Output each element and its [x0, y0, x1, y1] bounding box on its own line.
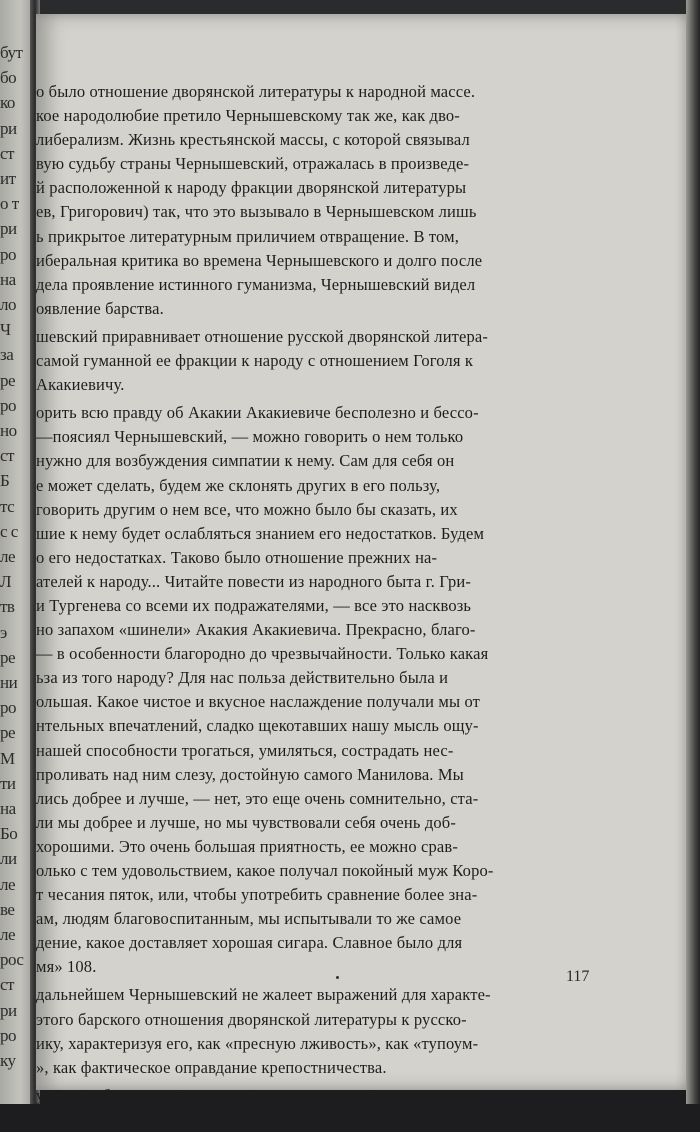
text-line: й расположенной к народу фракции дворянской литературы [36, 178, 467, 198]
text-line: ского к дворянской литературе, была неспособность ее вопло- [36, 1109, 483, 1129]
text-line: кое народолюбие претило Чернышевскому так же, как дво- [36, 106, 460, 126]
facing-page-text-fragment: ст [0, 143, 14, 163]
facing-page-text-fragment: М [0, 748, 15, 768]
facing-page-text-fragment: ро [0, 1025, 16, 1045]
facing-page-text-fragment: ит [0, 169, 16, 188]
facing-page-text-fragment: Л [0, 572, 12, 592]
text-line: дение, какое доставляет хорошая сигара. Славное было для [36, 933, 463, 953]
text-line: мя» 108. [36, 957, 97, 977]
text-line: —поясиял Чернышевский, — можно говорить о нем только [36, 427, 464, 447]
facing-page-text-fragment: на [0, 269, 16, 289]
facing-page-text-fragment: ро [0, 395, 16, 415]
text-line: нашей способности трогаться, умиляться, сострадать нес- [36, 740, 454, 760]
text-line: ольшая. Какое чистое и вкусное наслаждение получали мы от [36, 692, 481, 712]
page-number: 117 [566, 968, 590, 985]
text-line: ли мы добрее и лучше, но мы чувствовали себя очень доб- [36, 812, 456, 832]
facing-page-text-fragment: ти [0, 773, 16, 793]
facing-page-text-fragment: тв [0, 597, 15, 617]
facing-page-text-fragment: ри [0, 219, 17, 239]
facing-page-text-fragment: ро [0, 244, 16, 264]
facing-page-text-fragment: ку [0, 1051, 16, 1070]
text-line: шевский приравнивает отношение русской дворянской литера- [36, 326, 489, 346]
text-line: ев, Григорович) так, что это вызывало в Чернышевском лишь [36, 202, 477, 222]
text-line: проливать над ним слезу, достойную самого Манилова. Мы [36, 764, 464, 784]
stray-print-mark [336, 976, 339, 979]
text-line: — в особенности благородно до чрезвычайности. Только какая [36, 644, 489, 664]
facing-page-fragment [0, 0, 34, 1104]
facing-page-text-fragment: на [0, 799, 16, 818]
text-line: этого барского отношения дворянской литературы к русско- [36, 1009, 467, 1029]
text-line: олько с тем удовольствием, какое получал покойный муж Коро- [36, 861, 494, 880]
text-line: и Тургенева со всеми их подражателями, — все это насквозь [36, 595, 472, 615]
page-117 [36, 14, 686, 1129]
text-line: шие к нему будет ослабляться знанием его недостатков. Будем [36, 523, 485, 543]
text-line: ателей к народу... Читайте повести из народного быта г. Гри- [36, 571, 471, 591]
facing-page-text-fragment: ле [0, 925, 16, 944]
text-line: нтельных впечатлений, сладко щекотавших нашу мысль ощу- [36, 716, 479, 736]
text-line: », как фактическое оправдание крепостничества. [36, 1057, 387, 1077]
facing-page-text-fragment: но [0, 421, 17, 440]
facing-page-text-fragment: ри [0, 118, 17, 138]
facing-page-text-fragment: с с [0, 521, 18, 541]
facing-page-text-fragment: ре [0, 370, 16, 390]
text-line: говорить другим о нем все, что можно было бы сказать, их [36, 499, 458, 519]
facing-page-text-fragment: ле [0, 874, 16, 894]
text-line: е может сделать, будем же склонять других в его пользу, [36, 475, 441, 495]
facing-page-text-fragment: ри [0, 1000, 17, 1020]
text-line: иберальная критика во времена Чернышевского и долго после [36, 250, 483, 270]
facing-page-text-fragment: э [0, 622, 7, 642]
text-line: нужно для возбуждения симпатии к нему. Сам для себя он [36, 451, 455, 471]
facing-page-text-fragment: ни [0, 673, 18, 692]
text-line: дела проявление истинного гуманизма, Чернышевский видел [36, 274, 476, 294]
text-line: орить всю правду об Акакии Акакиевиче бесполезно и бессо- [36, 403, 479, 423]
facing-page-text-fragment: бо [0, 68, 17, 88]
facing-page-text-fragment: за [0, 345, 14, 365]
facing-page-text-fragment: Бо [0, 824, 18, 844]
facing-page-text-fragment: о т [0, 194, 19, 214]
facing-page-text-fragment: тс [0, 496, 15, 516]
text-line: Акакиевичу. [36, 375, 125, 395]
text-line: ующим обстоятельством, которое вызывало негодование Чер- [36, 1085, 481, 1105]
text-line: дальнейшем Чернышевский не жалеет выражений для характе- [36, 985, 491, 1005]
text-line: лись добрее и лучше, — нет, это еще очень сомнительно, ста- [36, 788, 479, 808]
page-edge [686, 0, 700, 1104]
text-line: о было отношение дворянской литературы к народной массе. [36, 82, 476, 101]
facing-page-text-fragment: Ч [0, 320, 11, 340]
facing-page-text-fragment: ст [0, 975, 14, 995]
facing-page-text-fragment: ли [0, 849, 17, 869]
text-line: т чесания пяток, или, чтобы употребить сравнение более зна- [36, 885, 478, 905]
text-line: оявление барства. [36, 298, 164, 318]
text-line: ику, характеризуя его, как «пресную лживость», как «тупоум- [36, 1033, 479, 1053]
text-line: но запахом «шинели» Акакия Акакиевича. Прекрасно, благо- [36, 620, 476, 640]
facing-page-text-fragment: ро [0, 698, 16, 718]
text-line: вую судьбу страны Чернышевский, отражалась в произведе- [36, 154, 470, 174]
facing-page-text-fragment: ре [0, 723, 16, 743]
facing-page-text-fragment: ре [0, 647, 16, 667]
facing-page-text-fragment: ст [0, 446, 14, 466]
text-line: ам, людям благовоспитанным, мы испытывали то же самое [36, 909, 462, 929]
facing-page-text-fragment: ве [0, 899, 15, 919]
facing-page-text-fragment: ле [0, 547, 16, 566]
facing-page-text-fragment: бут [0, 43, 23, 62]
text-line: о его недостатках. Таково было отношение прежних на- [36, 547, 438, 567]
text-line: самой гуманной ее фракции к народу с отношением Гоголя к [36, 351, 474, 371]
text-line: ьза из того народу? Для нас польза действительно была и [36, 668, 449, 688]
text-line: либерализм. Жизнь крестьянской массы, с которой связывал [36, 130, 470, 150]
facing-page-text-fragment: рос [0, 950, 24, 970]
facing-page-text-fragment: ко [0, 93, 15, 113]
facing-page-text-fragment: Б [0, 471, 10, 491]
page-body-text [36, 80, 632, 1132]
facing-page-text-fragment: ло [0, 295, 16, 314]
text-line: ь прикрытое литературным приличием отвращение. В том, [36, 226, 459, 246]
text-line: хорошими. Это очень большая приятность, ее можно срав- [36, 836, 458, 856]
